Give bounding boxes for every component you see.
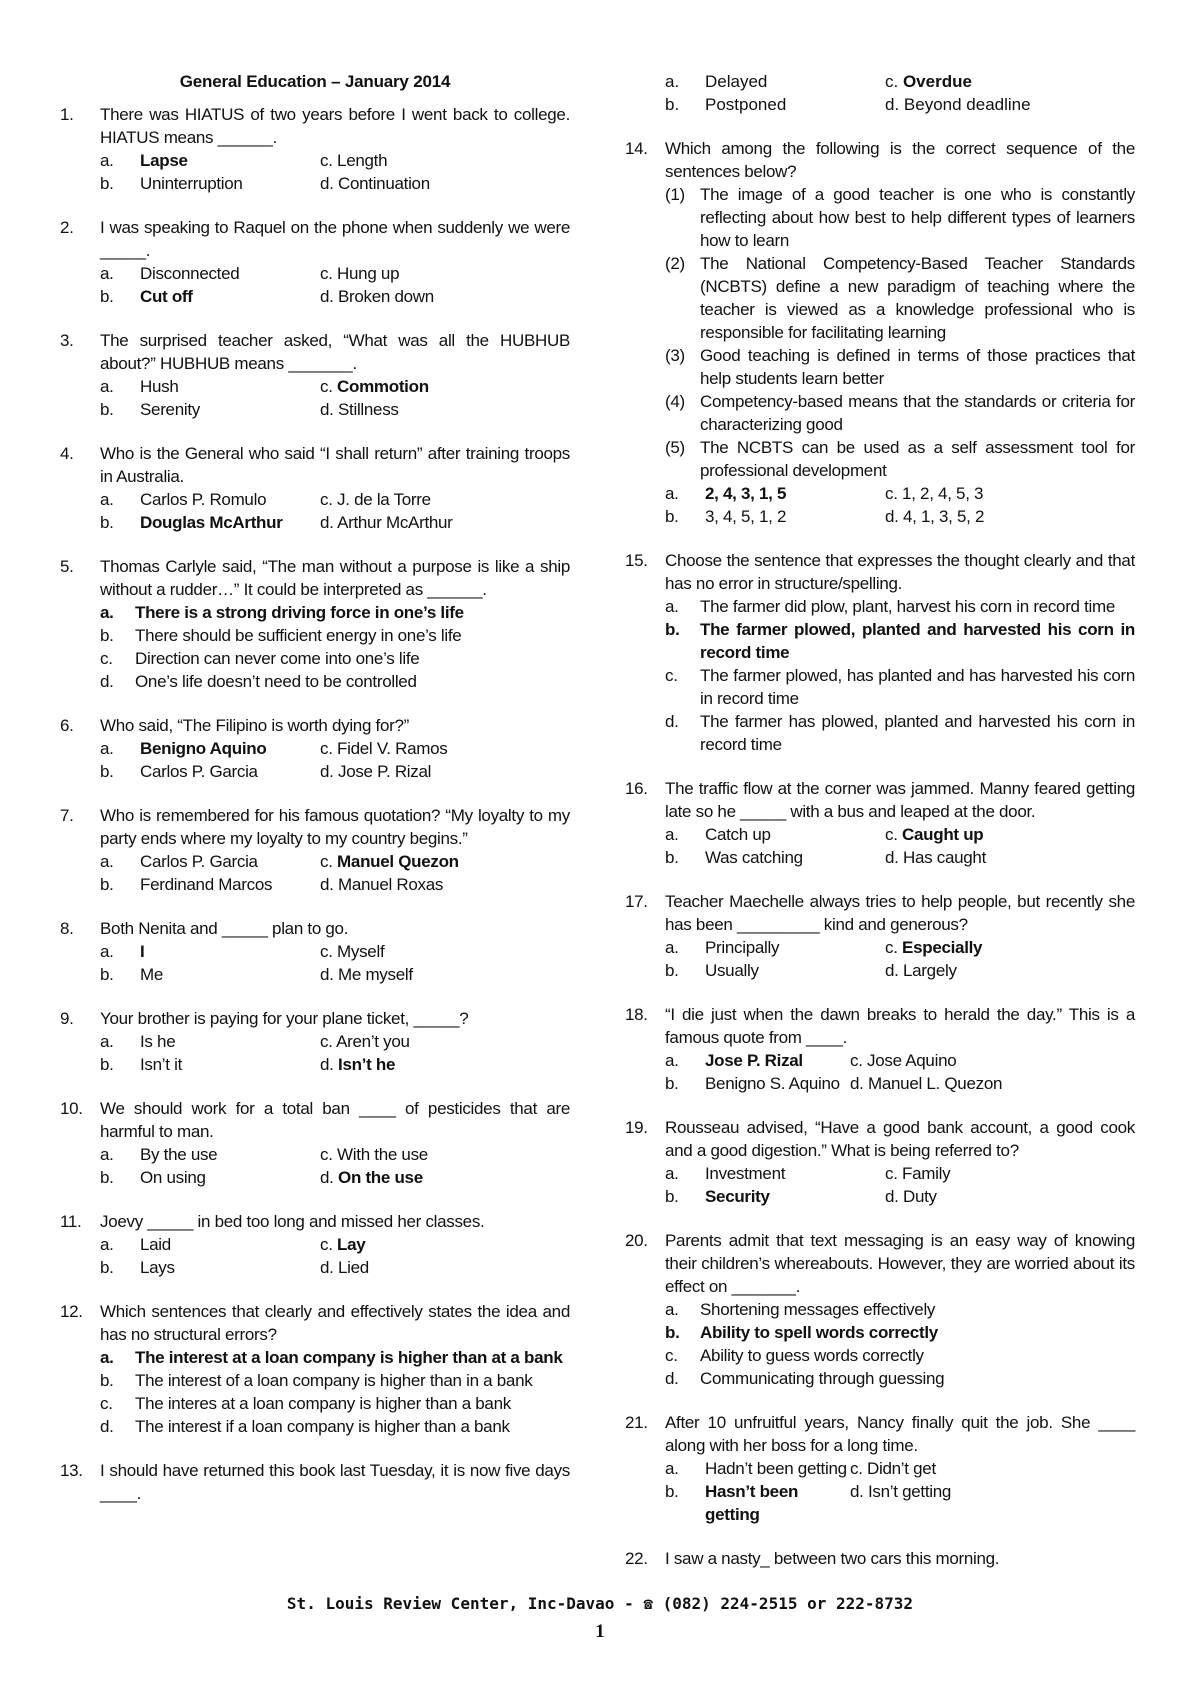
- option-a: Carlos P. Garcia: [140, 852, 258, 871]
- question-text: Both Nenita and _____ plan to go.: [100, 919, 349, 938]
- option-d: d. Continuation: [320, 174, 430, 193]
- question-text: The surprised teacher asked, “What was all the HUBHUB about?” HUBHUB means _______.: [100, 331, 570, 373]
- question-text: Teacher Maechelle always tries to help people, but recently she has been _________ kind and generous?: [665, 892, 1135, 934]
- option-letter: b.: [665, 1482, 679, 1501]
- question-number: 5.: [60, 557, 74, 576]
- option-a: a. There is a strong driving force in one’s life: [100, 603, 464, 622]
- question-10: [60, 1097, 570, 1189]
- question-number: 8.: [60, 919, 74, 938]
- option-c: c. 1, 2, 4, 5, 3: [885, 484, 984, 503]
- page-number: 1: [595, 1621, 605, 1642]
- question-4: [60, 442, 570, 534]
- option-d: d. Beyond deadline: [885, 95, 1031, 114]
- option-c: c. Ability to guess words correctly: [665, 1346, 924, 1365]
- option-c: c. Myself: [320, 942, 385, 961]
- option-letter: b.: [665, 95, 680, 114]
- question-17: [625, 890, 1135, 982]
- option-letter: a.: [665, 1164, 679, 1183]
- sentence-5: (5) The NCBTS can be used as a self assessment tool for professional development: [665, 438, 1135, 480]
- question-text: Who is the General who said “I shall return” after training troops in Australia.: [100, 444, 570, 486]
- question-21: [625, 1411, 1135, 1526]
- option-letter: b.: [100, 762, 114, 781]
- option-b: Postponed: [705, 95, 787, 114]
- option-d: d. Isn’t he: [320, 1055, 396, 1074]
- option-a: a. The farmer did plow, plant, harvest his corn in record time: [665, 597, 1116, 616]
- option-letter: b.: [100, 400, 114, 419]
- option-a: Investment: [705, 1164, 786, 1183]
- option-letter: a.: [100, 942, 114, 961]
- option-a: Jose P. Rizal: [705, 1051, 803, 1070]
- option-d: d. The interest if a loan company is higher than a bank: [100, 1417, 510, 1436]
- question-2: [60, 216, 570, 308]
- question-22: [625, 1547, 1135, 1570]
- option-b: Isn’t it: [140, 1055, 183, 1074]
- option-a: Hush: [140, 377, 179, 396]
- option-d: d. Jose P. Rizal: [320, 762, 432, 781]
- option-d: d. 4, 1, 3, 5, 2: [885, 507, 985, 526]
- option-d: d. One’s life doesn’t need to be controlled: [100, 672, 417, 691]
- question-text: I saw a nasty_ between two cars this morning.: [665, 1549, 1000, 1568]
- question-number: 13.: [60, 1461, 83, 1480]
- option-c: c. Length: [320, 151, 388, 170]
- option-b: Uninterruption: [140, 174, 243, 193]
- question-text: Rousseau advised, “Have a good bank account, a good cook and a good digestion.” What is being referred to?: [665, 1118, 1135, 1160]
- option-c: c. Caught up: [885, 825, 984, 844]
- option-a: By the use: [140, 1145, 218, 1164]
- question-text: After 10 unfruitful years, Nancy finally quit the job. She ____ along with her boss for a long time.: [665, 1413, 1135, 1455]
- option-letter: a.: [665, 1051, 679, 1070]
- footer-contact: St. Louis Review Center, Inc-Davao - ☎ (082) 224-2515 or 222-8732: [286, 1594, 914, 1613]
- option-a: Catch up: [705, 825, 771, 844]
- sentence-1: (1) The image of a good teacher is one who is constantly reflecting about how best to help different types of learners how to learn: [665, 185, 1135, 250]
- option-b: On using: [140, 1168, 206, 1187]
- option-c: c. Fidel V. Ramos: [320, 739, 448, 758]
- option-c: c. Hung up: [320, 264, 400, 283]
- option-c: c. Family: [885, 1164, 951, 1183]
- option-d: d. Duty: [885, 1187, 937, 1206]
- option-d: d. Isn’t getting: [850, 1482, 952, 1501]
- option-letter: a.: [665, 938, 679, 957]
- question-number: 7.: [60, 806, 74, 825]
- question-9: [60, 1007, 570, 1076]
- option-c: c. Commotion: [320, 377, 429, 396]
- question-12: [60, 1300, 570, 1438]
- option-letter: a.: [100, 151, 114, 170]
- option-c: c. Overdue: [885, 72, 972, 91]
- left-column: [60, 70, 570, 1526]
- option-d: d. Broken down: [320, 287, 434, 306]
- question-16: [625, 777, 1135, 869]
- option-c: c. Didn’t get: [850, 1459, 936, 1478]
- question-number: 4.: [60, 444, 74, 463]
- option-letter: b.: [100, 174, 114, 193]
- question-20: [625, 1229, 1135, 1390]
- option-letter: b.: [665, 1074, 679, 1093]
- question-text: Joevy _____ in bed too long and missed her classes.: [100, 1212, 485, 1231]
- option-letter: a.: [100, 490, 114, 509]
- option-letter: b.: [100, 965, 114, 984]
- option-a: 2, 4, 3, 1, 5: [705, 484, 787, 503]
- option-letter: b.: [100, 513, 114, 532]
- option-d: d. On the use: [320, 1168, 423, 1187]
- option-d: d. Has caught: [885, 848, 986, 867]
- option-a: Hadn’t been getting: [705, 1459, 847, 1478]
- option-a: a. The interest at a loan company is higher than at a bank: [100, 1348, 563, 1367]
- option-b: Me: [140, 965, 164, 984]
- option-a: Benigno Aquino: [140, 739, 267, 758]
- question-text: Who is remembered for his famous quotation? “My loyalty to my party ends where my loyalty to my country begins.”: [100, 806, 570, 848]
- option-c: c. Manuel Quezon: [320, 852, 459, 871]
- question-number: 3.: [60, 331, 74, 350]
- option-a: Laid: [140, 1235, 171, 1254]
- question-number: 11.: [60, 1212, 82, 1231]
- option-letter: a.: [100, 1032, 114, 1051]
- question-number: 17.: [625, 892, 648, 911]
- option-b: b. The farmer plowed, planted and harvested his corn in record time: [665, 620, 1135, 662]
- option-letter: a.: [100, 1235, 114, 1254]
- option-b: b. The interest of a loan company is higher than in a bank: [100, 1371, 533, 1390]
- option-b: Lays: [140, 1258, 175, 1277]
- option-a: Disconnected: [140, 264, 240, 283]
- sentence-4: (4) Competency-based means that the standards or criteria for characterizing good: [665, 392, 1135, 434]
- question-text: “I die just when the dawn breaks to herald the day.” This is a famous quote from ____.: [665, 1005, 1135, 1047]
- question-text: Which among the following is the correct sequence of the sentences below?: [665, 139, 1135, 181]
- question-8: [60, 917, 570, 986]
- question-number: 12.: [60, 1302, 83, 1321]
- option-c: c. Aren’t you: [320, 1032, 410, 1051]
- option-letter: a.: [100, 852, 114, 871]
- document-title: General Education – January 2014: [179, 72, 451, 91]
- question-text: I was speaking to Raquel on the phone when suddenly we were _____.: [100, 218, 570, 260]
- question-text: I should have returned this book last Tuesday, it is now five days ____.: [100, 1461, 570, 1503]
- question-text: Which sentences that clearly and effectively states the idea and has no structural errors?: [100, 1302, 570, 1344]
- option-b: Security: [705, 1187, 770, 1206]
- option-b: Was catching: [705, 848, 803, 867]
- question-number: 9.: [60, 1009, 74, 1028]
- option-c: c. With the use: [320, 1145, 428, 1164]
- option-letter: a.: [665, 1459, 679, 1478]
- option-letter: b.: [100, 1258, 114, 1277]
- sentence-2: (2) The National Competency-Based Teacher Standards (NCBTS) define a new paradigm of teaching where the teacher is viewed as a knowledge professional who is responsible for facilitating learning: [665, 254, 1135, 342]
- option-letter: b.: [100, 1055, 114, 1074]
- question-text: There was HIATUS of two years before I went back to college. HIATUS means ______.: [100, 105, 570, 147]
- question-text: Choose the sentence that expresses the thought clearly and that has no error in structure/spelling.: [665, 551, 1135, 593]
- option-c: c. The interes at a loan company is higher than a bank: [100, 1394, 511, 1413]
- option-letter: b.: [665, 848, 679, 867]
- question-18: [625, 1003, 1135, 1095]
- question-1: [60, 103, 570, 195]
- option-c: c. Especially: [885, 938, 983, 957]
- option-b: b. Ability to spell words correctly: [665, 1323, 938, 1342]
- option-letter: b.: [100, 875, 114, 894]
- option-a: Principally: [705, 938, 780, 957]
- option-letter: a.: [665, 72, 680, 91]
- option-letter: b.: [100, 1168, 114, 1187]
- question-11: [60, 1210, 570, 1279]
- question-text: We should work for a total ban ____ of pesticides that are harmful to man.: [100, 1099, 570, 1141]
- right-column: [625, 70, 1135, 1591]
- option-letter: b.: [665, 507, 679, 526]
- option-b: 3, 4, 5, 1, 2: [705, 507, 787, 526]
- option-d: d. Stillness: [320, 400, 399, 419]
- question-13: [60, 1459, 570, 1505]
- option-letter: a.: [100, 1145, 114, 1164]
- question-number: 15.: [625, 551, 648, 570]
- question-number: 6.: [60, 716, 74, 735]
- question-14: [625, 137, 1135, 528]
- option-a: Lapse: [140, 151, 188, 170]
- option-c: c. Jose Aquino: [850, 1051, 957, 1070]
- option-c: c. Lay: [320, 1235, 366, 1254]
- option-d: d. Me myself: [320, 965, 413, 984]
- option-d: d. Manuel L. Quezon: [850, 1074, 1003, 1093]
- option-b: Benigno S. Aquino: [705, 1074, 840, 1093]
- question-6: [60, 714, 570, 783]
- question-text: Parents admit that text messaging is an easy way of knowing their children’s whereabouts. However, they are worried about its effect on _______.: [665, 1231, 1135, 1296]
- question-text: The traffic flow at the corner was jammed. Manny feared getting late so he _____ with a bus and leaped at the door.: [665, 779, 1135, 821]
- question-5: [60, 555, 570, 693]
- option-b: Carlos P. Garcia: [140, 762, 258, 781]
- option-a: a. Shortening messages effectively: [665, 1300, 936, 1319]
- option-c: c. The farmer plowed, has planted and has harvested his corn in record time: [665, 666, 1135, 708]
- option-letter: a.: [665, 825, 679, 844]
- option-d: d. Manuel Roxas: [320, 875, 444, 894]
- question-number: 14.: [625, 139, 648, 158]
- option-b: Usually: [705, 961, 759, 980]
- option-b: b. There should be sufficient energy in one’s life: [100, 626, 462, 645]
- question-text: Thomas Carlyle said, “The man without a purpose is like a ship without a rudder…” It could be interpreted as ______.: [100, 557, 570, 599]
- question-19: [625, 1116, 1135, 1208]
- option-d: d. The farmer has plowed, planted and harvested his corn in record time: [665, 712, 1135, 754]
- question-7: [60, 804, 570, 896]
- question-number: 21.: [625, 1413, 648, 1432]
- option-letter: a.: [665, 484, 679, 503]
- question-3: [60, 329, 570, 421]
- option-letter: a.: [100, 377, 114, 396]
- option-letter: a.: [100, 739, 114, 758]
- question-number: 10.: [60, 1099, 83, 1118]
- option-d: d. Arthur McArthur: [320, 513, 453, 532]
- question-number: 1.: [60, 105, 74, 124]
- option-letter: a.: [100, 264, 114, 283]
- option-b: Cut off: [140, 287, 193, 306]
- option-d: d. Largely: [885, 961, 957, 980]
- option-a: I: [140, 942, 145, 961]
- question-number: 20.: [625, 1231, 648, 1250]
- option-a: Is he: [140, 1032, 176, 1051]
- option-letter: b.: [665, 961, 679, 980]
- option-b: Ferdinand Marcos: [140, 875, 273, 894]
- option-letter: b.: [100, 287, 114, 306]
- option-d: d. Lied: [320, 1258, 369, 1277]
- question-number: 2.: [60, 218, 74, 237]
- option-c: c. Direction can never come into one’s life: [100, 649, 420, 668]
- option-a: Carlos P. Romulo: [140, 490, 267, 509]
- option-a: Delayed: [705, 72, 768, 91]
- question-number: 16.: [625, 779, 648, 798]
- question-13-options: [625, 70, 1135, 116]
- option-c: c. J. de la Torre: [320, 490, 431, 509]
- option-b: Hasn’t been getting: [705, 1482, 799, 1524]
- option-d: d. Communicating through guessing: [665, 1369, 945, 1388]
- question-text: Your brother is paying for your plane ticket, _____?: [100, 1009, 469, 1028]
- question-number: 22.: [625, 1549, 648, 1568]
- question-15: [625, 549, 1135, 756]
- option-b: Douglas McArthur: [140, 513, 283, 532]
- option-b: Serenity: [140, 400, 200, 419]
- option-letter: b.: [665, 1187, 679, 1206]
- question-text: Who said, “The Filipino is worth dying for?”: [100, 716, 409, 735]
- question-number: 19.: [625, 1118, 648, 1137]
- sentence-3: (3) Good teaching is defined in terms of those practices that help students learn better: [665, 346, 1135, 388]
- question-number: 18.: [625, 1005, 648, 1024]
